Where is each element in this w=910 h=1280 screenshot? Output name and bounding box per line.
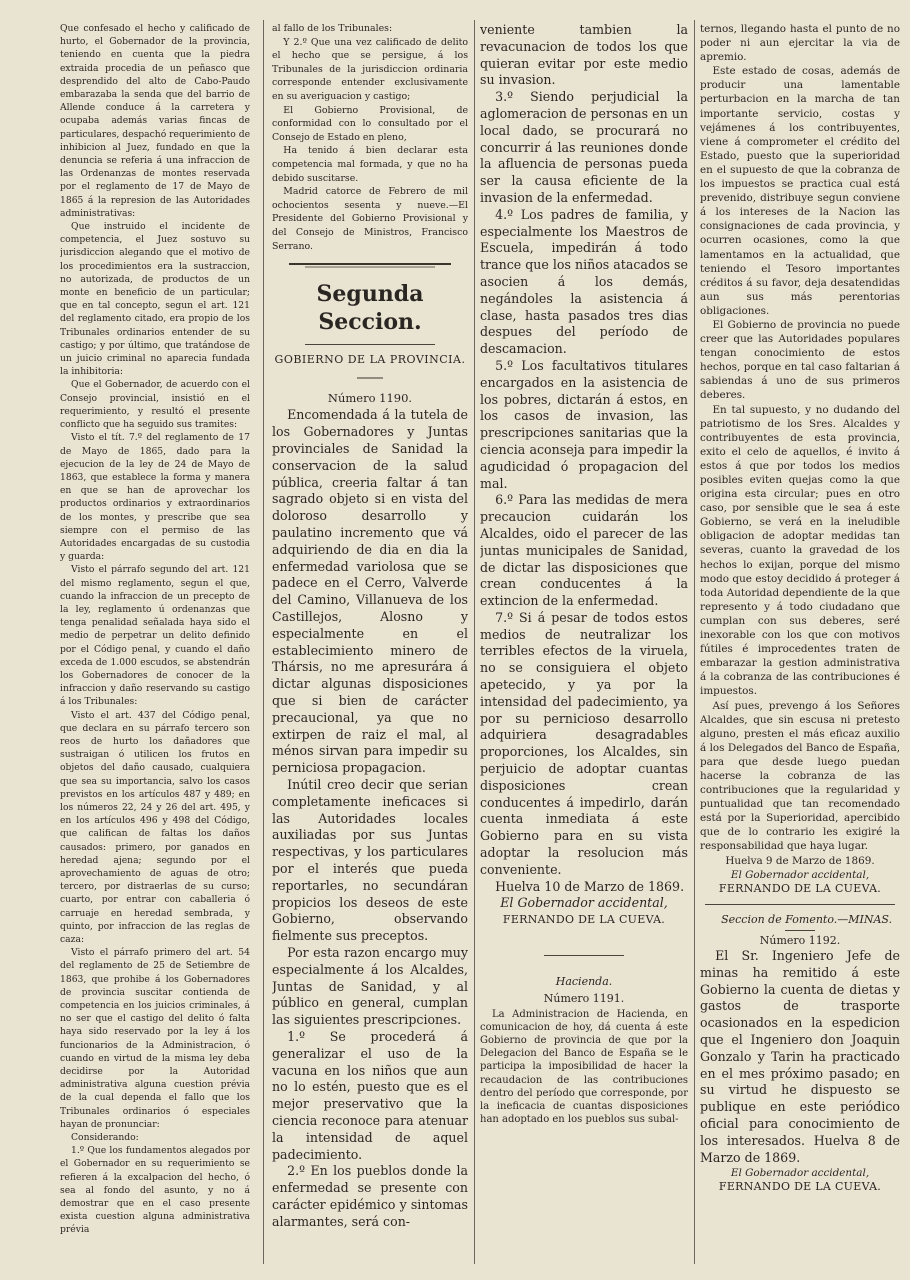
- divider: [705, 904, 895, 905]
- divider: [544, 955, 624, 956]
- paragraph: ternos, llegando hasta el punto de no poder ni aun ejercitar la via de apremio.: [700, 23, 900, 64]
- paragraph: 1.º Que los fundamentos alegados por el Gobernador en su requerimiento se refieren á la excalpacion del hecho, ó sea al fondo del asunto, y no á demostrar que en el caso presente exista cuestion alguna administrativa prévia: [60, 1145, 250, 1236]
- paragraph: veniente tambien la revacunacion de todos los que quieran evitar por este medio su invasion.: [480, 22, 688, 88]
- paragraph: Este estado de cosas, además de producir una lamentable perturbacion en la marcha de tan importante servicio, costas y vejámenes á los contribuyentes, viene á comprometer el crédito del Estado, puesto que la superioridad en el supuesto de que la cobranza de los impuestos se practica cual está prevenido, distribuye segun conviene á los intereses de la Nacion las consignaciones de cada provincia, y ocurren ocasiones, como la que lamentamos en la actualidad, que teniendo el Tesoro importantes créditos á su favor, deja desatendidas aun sus más perentorias obligaciones.: [700, 65, 900, 317]
- paragraph: 7.º Si á pesar de todos estos medios de neutralizar los terribles efectos de la viruela, no se consiguiera el objeto apetecido, y ya por la intensidad del padecimiento, ya por su pernicioso desarrollo adquiriera desagradables proporciones, los Alcaldes, sin perjuicio de adoptar cuantas disposiciones crean conducentes á impedirlo, darán cuenta inmediata á este Gobierno para en su vista adoptar la resolucion más conveniente.: [480, 609, 688, 877]
- paragraph: 3.º Siendo perjudicial la aglomeracion de personas en un local dado, se procurará no concurrir á las reuniones donde la afluencia de personas pueda ser la causa eficiente de la invasion de la enfermedad.: [480, 89, 688, 205]
- column-4: [700, 22, 900, 1266]
- paragraph: Visto el párrafo primero del art. 54 del reglamento de 25 de Setiembre de 1863, que prohibe á los Gobernadores de provincia suscitar contienda de competencia en los juicios criminales, á no ser que el castigo del delito ó falta haya sido reservado por la ley á los funcionarios de la Administracion, ó cuando en virtud de la misma ley deba decidirse por la Autoridad administrativa alguna cuestion prévia de la cual dependa el fallo que los Tribunales ordinarios ó especiales hayan de pronunciar:: [60, 947, 250, 1130]
- paragraph: 5.º Los facultativos titulares encargados en la asistencia de los pobres, dictarán á estos, en los casos de invasion, las prescripciones sanitarias que la ciencia aconseja para impedir la agudicidad ó propagacion del mal.: [480, 357, 688, 491]
- paragraph: Visto el art. 437 del Código penal, que declara en su párrafo tercero son reos de hurto los dañadores que sustraigan ó utilicen los frutos en objetos del daño causado, cualquiera que sea su importancia, salvo los casos previstos en los artículos 487 y 489; en los números 22, 24 y 26 del art. 495, y en los artículos 496 y 498 del Código, que califican de faltas los daños causados: primero, por ganados en heredad ajena; segundo por el aprovechamiento de aguas de otro; tercero, por distraerlas de su curso; cuarto, por entrar con caballeria ó carruaje en heredad sembrada, y quinto, por infraccion de las reglas de caza:: [60, 709, 250, 946]
- column-1: [60, 22, 250, 1266]
- signature-name: FERNANDO DE LA CUEVA.: [718, 1180, 882, 1194]
- paragraph: Visto el párrafo segundo del art. 121 del mismo reglamento, segun el que, cuando la infraccion de un precepto de la ley, reglamento ú ordenanzas que tenga penalidad señalada haya sido el medio de perpetrar un delito definido por el Código penal, y cuando el daño exceda de 1.000 escudos, se abstendrán los Gobernadores de conocer de la infraccion y daño reservando su castigo á los Tribunales:: [60, 564, 250, 708]
- paragraph: El Gobierno de provincia no puede creer que las Autoridades populares tengan conocimiento de estos hechos, porque en tal caso faltarian á sabiendas á uno de sus primeros deberes.: [700, 318, 900, 402]
- paragraph: 1.º Se procederá á generalizar el uso de la vacuna en los niños que aun no lo estén, puesto que es el mejor preservativo que la ciencia reconoce para atenuar la intensidad de aquel padecimiento.: [272, 1028, 468, 1162]
- paragraph: Encomendada á la tutela de los Gobernadores y Juntas provinciales de Sanidad la conservacion de la salud pública, creeria faltar á tan sagrado objeto si en vista del doloroso desarrollo y paulatino incremento que vá adquiriendo de dia en dia la enfermedad variolosa que se padece en el Cerro, Valverde del Camino, Villanueva de los Castillejos, Alosno y especialmente en el establecimiento minero de Thársis, no me apresurára á dictar algunas disposiciones que si bien de carácter precaucional, ya que no extirpen de raiz el mal, al ménos sirvan para impedir su perniciosa propagacion.: [272, 407, 468, 776]
- signature-title: El Gobernador accidental,: [730, 868, 870, 881]
- paragraph: La Administracion de Hacienda, en comunicacion de hoy, dá cuenta á este Gobierno de provincia de que por la Delegacion del Banco de España se le participa la imposibilidad de hacer la recaudacion de las contribuciones dentro del período que corresponde, por la ineficacia de cuantas disposiciones han adoptado en los pueblos sus subal-: [480, 1008, 688, 1126]
- ornamental-dash: [272, 372, 468, 386]
- paragraph: En tal supuesto, y no dudando del patriotismo de los Sres. Alcaldes y contribuyentes de esta provincia, exito el celo de aquellos, é invito á estos á que por todos los medios posibles eviten quejas como la que origina esta circular; pues en otro caso, por sensible que le sea á este Gobierno, se verá en la ineludible obligacion de adoptar medidas tan severas, cuanto la gravedad de los hechos lo exijan, porque del mismo modo que estoy decidido á proteger á toda Autoridad dependiente de la que represento y á todo ciudadano que cumplan con sus deberes, seré inexorable con los que con motivos fútiles é improcedentes traten de embarazar la gestion administrativa á la cobranza de las contribuciones é impuestos.: [700, 403, 900, 698]
- signature-title: El Gobernador accidental,: [500, 895, 668, 911]
- paragraph: Considerando:: [71, 1132, 139, 1144]
- paragraph: El Gobierno Provisional, de conformidad con lo consultado por el Consejo de Estado en pleno,: [272, 104, 468, 143]
- divider: [305, 344, 435, 345]
- column-rule: [263, 20, 264, 1264]
- signature-name: FERNANDO DE LA CUEVA.: [502, 913, 666, 927]
- paragraph: Madrid catorce de Febrero de mil ochocientos sesenta y nueve.—El Presidente del Gobierno Provisional y del Consejo de Ministros, Francisco Serrano.: [272, 186, 468, 252]
- paragraph: al fallo de los Tribunales:: [272, 23, 393, 34]
- fomento-header: Seccion de Fomento.—MINAS.: [721, 912, 893, 926]
- signature-title: El Gobernador accidental,: [730, 1167, 870, 1180]
- paragraph: Que confesado el hecho y calificado de hurto, el Gobernador de la provincia, teniendo en cuenta que la piedra extraida procedia de un peñasco que desprendido del alto de Cabo-Paudo embarazaba la senda que del barrio de Allende conduce á la carretera y ocupaba además varias fincas de particulares, despachó requerimiento de inhibicion al Juez, fundado en que la denuncia se referia á una infraccion de las Ordenanzas de montes reservada por el reglamento de 17 de Mayo de 1865 á la represion de las Autoridades administrativas:: [60, 23, 250, 219]
- paragraph: Y 2.º Que una vez calificado de delito el hecho que se persigue, á los Tribunales de la jurisdiccion ordinaria corresponde entender exclusivamente en su averiguacion y castigo;: [272, 36, 468, 102]
- date-line: Huelva 10 de Marzo de 1869.: [495, 878, 685, 894]
- ornamental-rule: [272, 259, 468, 274]
- paragraph: Que instruido el incidente de competencia, el Juez sostuvo su jurisdiccion alegando que el motivo de los procedimientos era la sustraccion, no autorizada, de productos de un monte en beneficio de un particular; que en tal concepto, segun el art. 121 del reglamento citado, era propio de los Tribunales ordinarios entender de su castigo; y por último, que tratándose de un juicio criminal no aparecia fundada la inhibitoria:: [60, 221, 250, 378]
- paragraph: Visto el tít. 7.º del reglamento de 17 de Mayo de 1865, dado para la ejecucion de la ley de 24 de Mayo de 1863, que establece la forma y manera en que se han de aprovechar los productos ordinarios y extraordinarios de los montes, y prescribe que sea siempre con el permiso de las Autoridades encargadas de su custodia y guarda:: [60, 432, 250, 563]
- column-2: [272, 22, 468, 1266]
- column-3: [480, 22, 688, 1266]
- column-rule: [474, 20, 475, 1264]
- date-line: Huelva 9 de Marzo de 1869.: [725, 854, 875, 867]
- notice-number: Número 1191.: [543, 991, 625, 1005]
- column-rule: [694, 20, 695, 1264]
- divider: [785, 930, 815, 931]
- paragraph: 6.º Para las medidas de mera precaucion cuidarán los Alcaldes, oido el parecer de las juntas municipales de Sanidad, de dictar las disposiciones que crean conducentes á la extincion de la enfermedad.: [480, 492, 688, 609]
- paragraph: Por esta razon encargo muy especialmente á los Alcaldes, Juntas de Sanidad, y al público en general, cumplan las siguientes prescripciones.: [272, 944, 468, 1028]
- paragraph: 4.º Los padres de familia, y especialmente los Maestros de Escuela, impedirán á todo trance que los niños atacados se asocien á los demás, negándoles la asistencia á clase, hasta pasados tres dias despues del período de descamacion.: [480, 206, 688, 357]
- signature-name: FERNANDO DE LA CUEVA.: [718, 881, 882, 895]
- paragraph: Ha tenido á bien declarar esta competencia mal formada, y que no ha debido suscitarse.: [272, 145, 468, 184]
- paragraph: Así pues, prevengo á los Señores Alcaldes, que sin escusa ni pretesto alguno, presten el más eficaz auxilio á los Delegados del Banco de España, para que desde luego puedan hacerse la cobranza de las contribuciones que la regularidad y puntualidad que tan recomendado está por la Superioridad, apercibido que de lo contrario les exigiré la responsabilidad que haya lugar.: [700, 699, 900, 853]
- paragraph: Inútil creo decir que serian completamente ineficaces si las Autoridades locales auxiliadas por sus Juntas respectivas, y los particulares por el interés que pueda reportarles, no secundáran propicios los deseos de este Gobierno, observando fielmente sus preceptos.: [272, 777, 468, 944]
- government-header: GOBIERNO DE LA PROVINCIA.: [274, 352, 466, 366]
- notice-number: Número 1190.: [327, 390, 413, 405]
- notice-number: Número 1192.: [759, 933, 841, 947]
- paragraph: Que el Gobernador, de acuerdo con el Consejo provincial, insistió en el requerimiento, y resultó el presente conflicto que ha seguido sus tramites:: [60, 379, 250, 431]
- hacienda-header: Hacienda.: [555, 975, 613, 989]
- section-title: Segunda Seccion.: [316, 280, 424, 335]
- paragraph: El Sr. Ingeniero Jefe de minas ha remitido á este Gobierno la cuenta de dietas y gastos de trasporte ocasionados en la espedicion que el Ingeniero don Joaquin Gonzalo y Tarin ha practicado en el mes próximo pasado; en su virtud he dispuesto se publique en este periódico oficial para conocimiento de los interesados. Huelva 8 de Marzo de 1869.: [700, 948, 900, 1165]
- paragraph: 2.º En los pueblos donde la enfermedad se presente con carácter epidémico y sintomas alarmantes, será con-: [272, 1163, 468, 1229]
